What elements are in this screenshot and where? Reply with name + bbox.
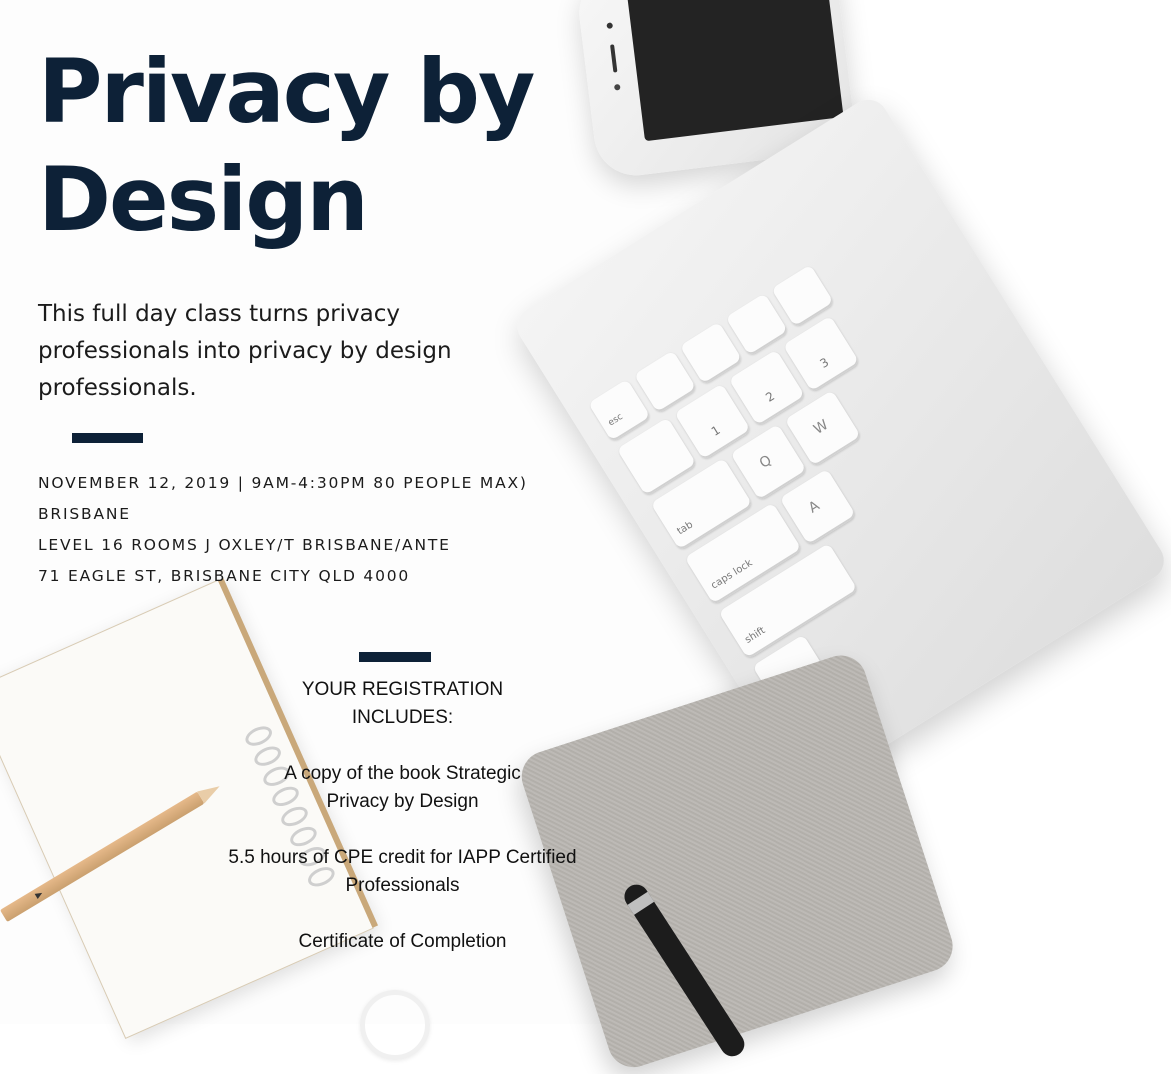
registration-heading <box>200 676 605 732</box>
key-2: 2 <box>729 349 806 426</box>
registration-heading-line-1: YOUR REGISTRATION <box>301 679 504 700</box>
earphone-cable-image <box>360 990 430 1060</box>
registration-item <box>200 844 605 900</box>
event-date-time: NOVEMBER 12, 2019 | 9AM-4:30PM 80 PEOPLE MAX) <box>38 474 528 492</box>
registration-section <box>200 676 605 984</box>
phone-camera <box>606 22 613 29</box>
divider-bar <box>359 652 431 662</box>
intro-line-3: professionals. <box>38 375 197 401</box>
key-1: 1 <box>674 383 751 460</box>
key-3: 3 <box>783 316 860 393</box>
registration-item <box>200 760 605 816</box>
registration-item-1-line-1: A copy of the book Strategic <box>284 763 521 784</box>
phone-speaker <box>610 44 617 72</box>
divider-bar <box>72 433 143 443</box>
key-w: W <box>785 390 862 467</box>
title-line-1: Privacy by <box>38 40 534 143</box>
registration-item-1-line-2: Privacy by Design <box>326 791 479 812</box>
registration-item-2-line-2: Professionals <box>345 875 460 896</box>
phone-sensor <box>614 84 621 91</box>
intro-line-1: This full day class turns privacy <box>38 301 401 327</box>
registration-item <box>200 928 605 956</box>
registration-heading-line-2: INCLUDES: <box>351 707 454 728</box>
pencil-lead <box>35 890 44 899</box>
title-line-2: Design <box>38 148 367 251</box>
key-a: A <box>779 469 856 546</box>
key-shift: shift <box>718 543 858 659</box>
event-address: 71 EAGLE ST, BRISBANE CITY QLD 4000 <box>38 567 411 585</box>
key-q: Q <box>730 424 807 501</box>
key-caps-lock: caps lock <box>684 503 802 606</box>
event-city: BRISBANE <box>38 505 131 523</box>
intro-line-2: professionals into privacy by design <box>38 338 452 364</box>
page-title <box>38 38 578 254</box>
intro-text <box>38 296 508 407</box>
key-tab: tab <box>651 458 754 551</box>
key-esc: esc <box>588 379 651 442</box>
phone-screen <box>627 0 844 141</box>
registration-item-2-line-1: 5.5 hours of CPE credit for IAPP Certified <box>228 847 577 868</box>
event-venue: LEVEL 16 ROOMS J OXLEY/T BRISBANE/ANTE <box>38 536 451 554</box>
pen-band <box>627 892 654 915</box>
event-details <box>38 468 558 592</box>
registration-item-3: Certificate of Completion <box>298 931 507 952</box>
